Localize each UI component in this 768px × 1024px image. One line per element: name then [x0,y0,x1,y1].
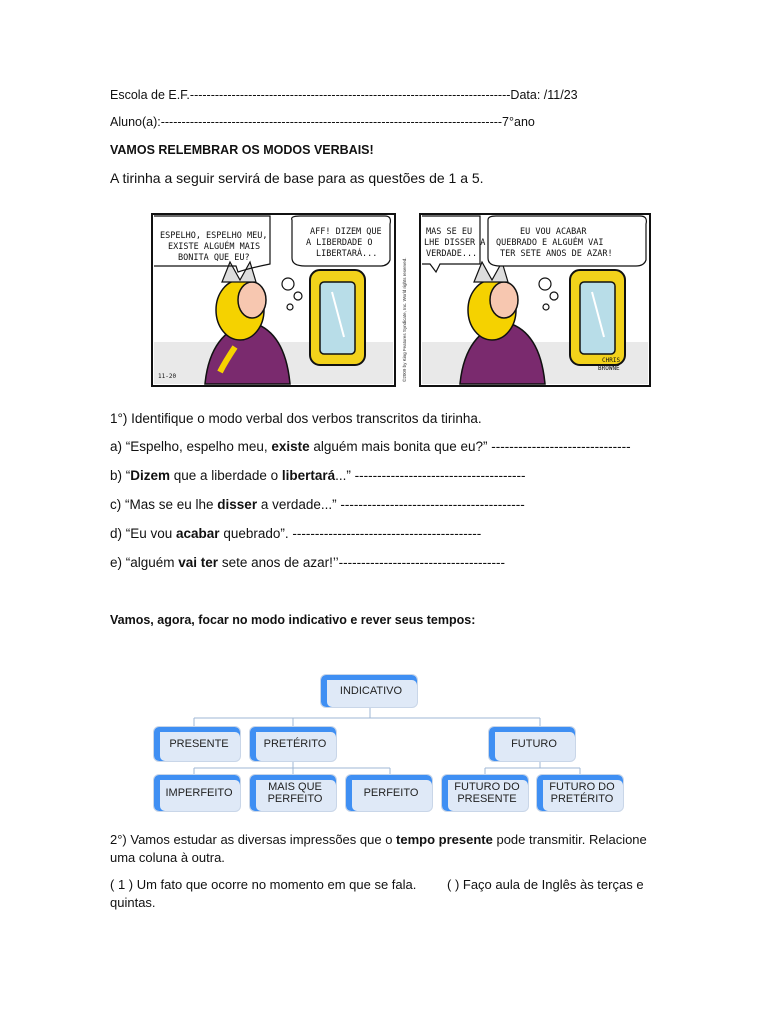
node-mais-que-perfeito: MAIS QUE PERFEITO [249,774,337,812]
node-futuro-do-preterito: FUTURO DO PRETÉRITO [536,774,624,812]
node-futuro: FUTURO [488,726,576,762]
signature-line2: BROWNE [598,365,620,372]
bubble3-line3: VERDADE... [426,249,478,259]
node-indicativo: INDICATIVO [320,674,418,708]
question2-prompt: 2°) Vamos estudar as diversas impressões que o tempo presente pode transmitir. Relacione uma coluna à outra. [110,832,647,865]
node-futuro-do-presente: FUTURO DO PRESENTE [441,774,529,812]
bubble2-line3: LIBERTARÁ... [316,249,378,259]
question2-right-item-cont: quintas. [110,895,156,910]
bubble2-line1: AFF! DIZEM QUE [310,227,382,237]
indicative-intro: Vamos, agora, focar no modo indicativo e rever seus tempos: [110,613,476,627]
node-presente: PRESENTE [153,726,241,762]
bubble1-line1: ESPELHO, ESPELHO MEU, [160,231,268,241]
question1-item-b: b) “Dizem que a liberdade o libertará...” -------------------------------------- [110,468,526,483]
school-line: Escola de E.F.-----------------------------------------------------------------------------Data: /11/23 [110,88,578,102]
student-line: Aluno(a):----------------------------------------------------------------------------------7°ano [110,115,535,129]
bubble4-line3: TER SETE ANOS DE AZAR! [500,249,613,259]
node-perfeito: PERFEITO [345,774,433,812]
question1-item-d: d) “Eu vou acabar quebrado”. ------------------------------------------ [110,526,482,541]
intro-text: A tirinha a seguir servirá de base para as questões de 1 a 5. [110,170,484,186]
bubble1-line2: EXISTE ALGUÉM MAIS [168,242,261,252]
bubble3-line1: MAS SE EU [426,227,473,237]
question1-prompt: 1°) Identifique o modo verbal dos verbos transcritos da tirinha. [110,411,482,426]
bubble4-line2: QUEBRADO E ALGUÉM VAI [496,238,604,248]
bubble4-line1: EU VOU ACABAR [520,227,587,237]
comic-strip [140,212,660,390]
worksheet-title: VAMOS RELEMBRAR OS MODOS VERBAIS! [110,143,374,157]
question1-item-e: e) “alguém vai ter sete anos de azar!’’------------------------------------- [110,555,505,570]
comic-copyright: ©2009 by King Features Syndicate, Inc. World rights reserved. [402,257,407,382]
question1-item-c: c) “Mas se eu lhe disser a verdade...” ----------------------------------------- [110,497,525,512]
node-imperfeito: IMPERFEITO [153,774,241,812]
bubble1-line3: BONITA QUE EU? [178,253,250,263]
question2-left-item: ( 1 ) Um fato que ocorre no momento em que se fala. [110,877,417,892]
signature-line1: CHRIS [602,357,621,364]
question2-right-item: ( ) Faço aula de Inglês às terças e [447,877,644,892]
indicative-diagram [150,668,630,818]
bubble2-line2: A LIBERDADE O [306,238,373,248]
comic-date: 11-20 [158,373,177,380]
node-preterito: PRETÉRITO [249,726,337,762]
question1-item-a: a) “Espelho, espelho meu, existe alguém mais bonita que eu?” ------------------------------- [110,439,631,454]
bubble3-line2: LHE DISSER A [424,238,486,248]
